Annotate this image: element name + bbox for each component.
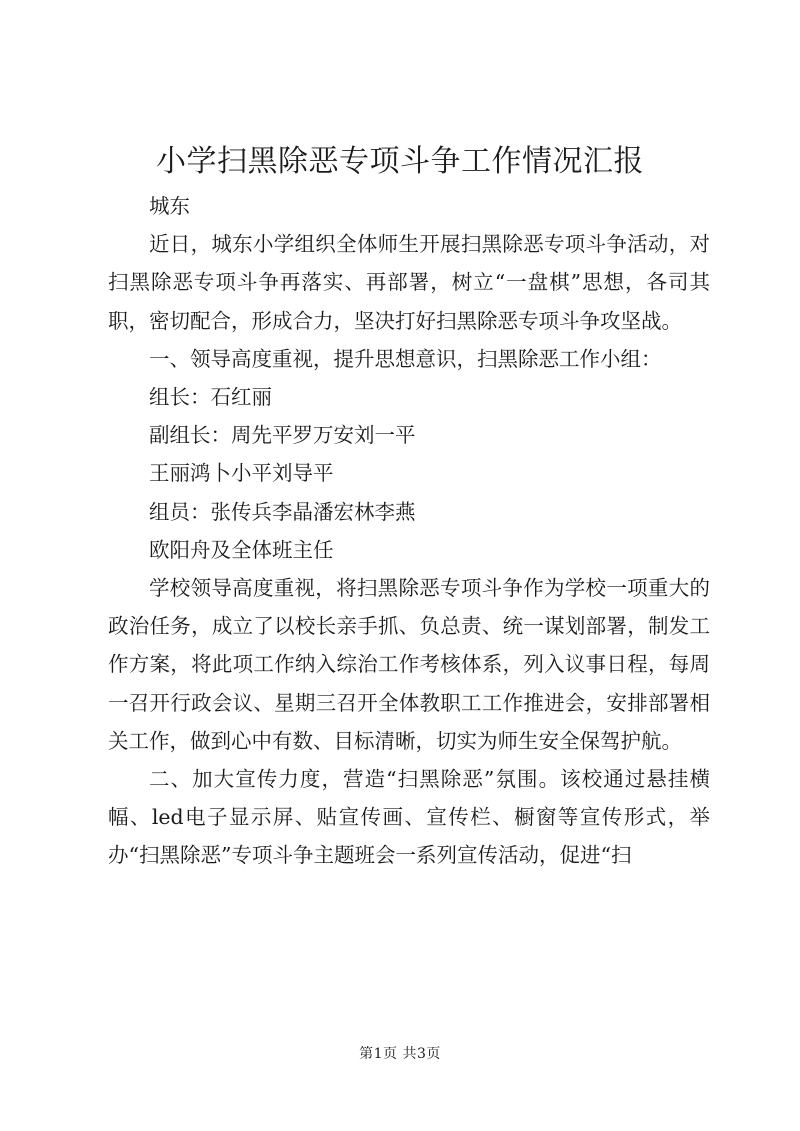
paragraph-section-one-heading: 一、领导高度重视，提升思想意识，扫黑除恶工作小组： bbox=[149, 346, 662, 371]
paragraph-members: 组员：张传兵李晶潘宏林李燕 bbox=[149, 499, 416, 524]
paragraph-section-two: 二、加大宣传力度，营造“扫黑除恶”氛围。该校通过悬挂横幅、led电子显示屏、贴宣传画、宣传栏、橱窗等宣传形式，举办“扫黑除恶”专项斗争主题班会一系列宣传活动，促进“扫 bbox=[108, 767, 710, 868]
paragraph-author: 城东 bbox=[149, 194, 190, 218]
paragraph-intro: 近日，城东小学组织全体师生开展扫黑除恶专项斗争活动，对扫黑除恶专项斗争再落实、再部署，树立“一盘棋”思想，各司其职，密切配合，形成合力，坚决打好扫黑除恶专项斗争攻坚战。 bbox=[108, 232, 710, 333]
document-body bbox=[108, 187, 710, 875]
paragraph-group-leader: 组长：石红丽 bbox=[149, 385, 272, 410]
page-footer: 第1页 共3页 bbox=[359, 1046, 441, 1062]
paragraph-leadership-detail: 学校领导高度重视，将扫黑除恶专项斗争作为学校一项重大的政治任务，成立了以校长亲手抓、负总责、统一谋划部署，制发工作方案，将此项工作纳入综治工作考核体系，列入议事日程，每周一召开行政会议、星期三召开全体教职工工作推进会，安排部署相关工作，做到心中有数、目标清晰，切实为师生安全保驾护航。 bbox=[108, 576, 710, 753]
paragraph-deputy-leaders: 副组长：周先平罗万安刘一平 bbox=[149, 423, 416, 448]
paragraph-deputy-leaders-cont: 王丽鸿卜小平刘导平 bbox=[149, 461, 334, 486]
document-title: 小学扫黑除恶专项斗争工作情况汇报 bbox=[156, 144, 644, 179]
paragraph-members-cont: 欧阳舟及全体班主任 bbox=[149, 537, 334, 562]
